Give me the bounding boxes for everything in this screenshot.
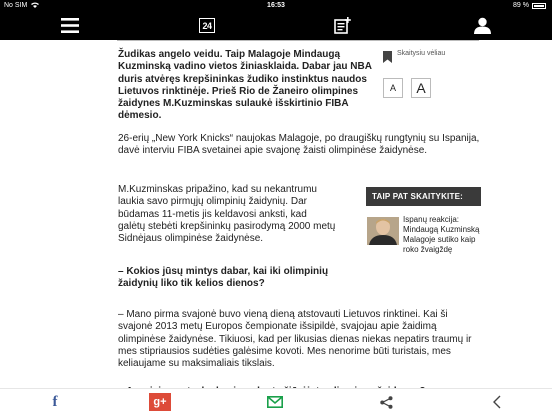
battery-icon: [532, 3, 546, 9]
24-logo-icon: 24: [199, 18, 215, 33]
related-article-title: Ispanų reakcija: Mindaugą Kuzminską Malagoje sutiko kaip roko žvaigždę: [403, 215, 480, 254]
save-for-later-button[interactable]: [383, 49, 473, 71]
user-icon: [474, 17, 491, 34]
share-toolbar: [0, 388, 552, 414]
facebook-icon: f: [52, 393, 58, 410]
player-photo-icon: [367, 217, 399, 245]
article-paragraph: 26-erių „New York Knicks“ naujokas Malagoje, po draugiškų rungtynių su Ispanija, davė interviu FIBA svetainei apie svajonę žaisti olimpinėse žaidynėse.: [118, 133, 480, 157]
google-plus-icon: g+: [149, 393, 171, 411]
header-divider: [117, 40, 479, 41]
top-nav-bar: [0, 11, 552, 40]
facebook-share-button[interactable]: [40, 389, 70, 414]
add-note-button[interactable]: [323, 11, 363, 40]
status-bar: [0, 0, 552, 11]
google-plus-share-button[interactable]: [145, 389, 175, 414]
share-button[interactable]: [371, 389, 401, 414]
related-heading: TAIP PAT SKAITYKITE:: [366, 187, 481, 206]
article-paragraph: – Mano pirma svajonė buvo vieną dieną atstovauti Lietuvos rinktinei. Kai ši svajonė 2013 metų Europos čempionate išsipildė, svajojau apie žaidimą olimpinėse žaidynėse. Tikiuosi, kad per likusias dienas niekas nepatirs traumų ir mes stipriausios sudėties galėsime kovoti. Mes nenorime būti turistais, mes keliaujame su maksimaliais tikslais.: [118, 309, 472, 370]
interview-question: – Kokios jūsų mintys dabar, kai iki olimpinių žaidynių liko tik kelios dienos?: [118, 266, 329, 290]
font-size-increase-button[interactable]: A: [411, 78, 431, 98]
email-share-button[interactable]: [260, 389, 290, 414]
share-icon: [380, 396, 393, 409]
user-account-button[interactable]: [462, 11, 502, 40]
menu-button[interactable]: [50, 11, 90, 40]
clock: 16:53: [267, 2, 285, 9]
add-note-icon: [334, 17, 352, 34]
carrier-label: No SIM: [4, 0, 39, 11]
save-for-later-label: Skaitysiu vėliau: [397, 50, 446, 57]
font-size-decrease-button[interactable]: A: [383, 78, 403, 98]
mail-icon: [267, 396, 283, 408]
related-articles-box: [366, 187, 481, 277]
menu-icon: [61, 18, 79, 33]
article-paragraph: M.Kuzminskas pripažino, kad su nekantrumu laukia savo pirmųjų olimpinių žaidynių. Dar būdamas 11-metis jis keldavosi anksti, kad galėtų stebėti krepšininkų pasirodymą 2000 metų Sidnėjaus olimpinėse žaidynėse.: [118, 184, 336, 245]
battery-indicator: 89 %: [513, 0, 546, 11]
related-article-link[interactable]: [366, 215, 481, 261]
back-button[interactable]: [482, 389, 512, 414]
bookmark-icon: [383, 51, 392, 63]
home-24-button[interactable]: [187, 11, 227, 40]
back-chevron-icon: [493, 395, 501, 409]
article-lead: Žudikas angelo veidu. Taip Malagoje Mindaugą Kuzminską vadino vietos žiniasklaida. Dabar jau NBA duris atvėręs krepšininkas žudiko instinktus naudos Lietuvos rinktinėje. Prieš Rio de Žaneiro olimpines žaidynes M.Kuzminskas sulaukė išskirtinio FIBA dėmesio.: [118, 49, 372, 122]
related-article-thumbnail: [367, 217, 399, 245]
